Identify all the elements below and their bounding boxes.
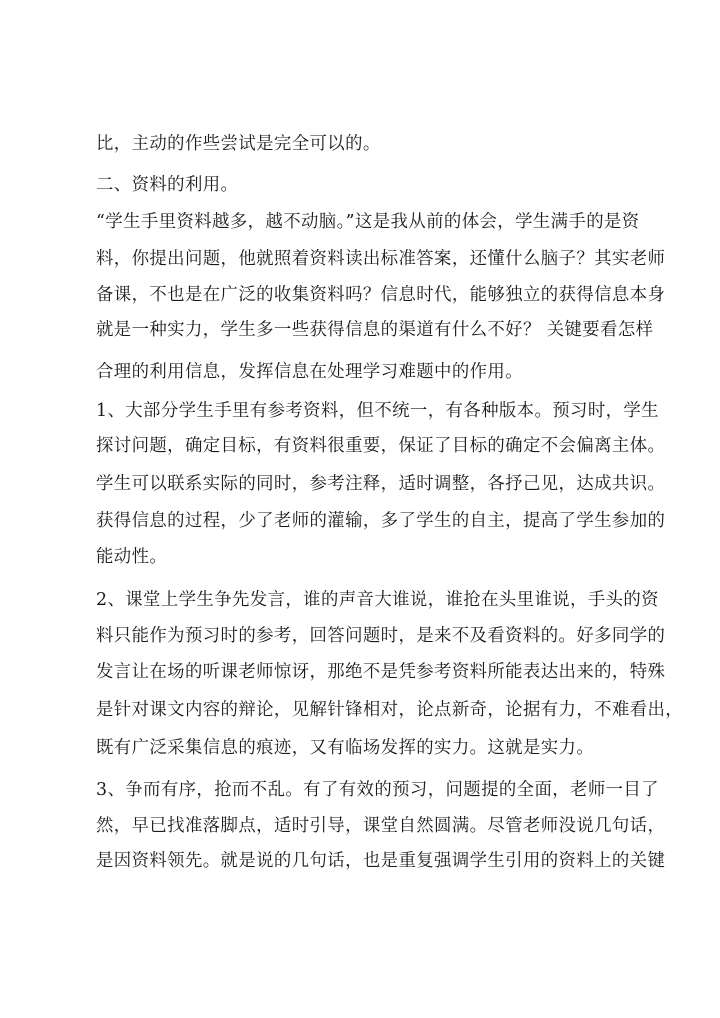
text-line: 是因资料领先。就是说的几句话，也是重复强调学生引用的资料上的关键 [96, 851, 666, 871]
text-line: 是针对课文内容的辩论，见解针锋相对，论点新奇，论据有力，不难看出， [96, 700, 684, 720]
text-line: 就是一种实力，学生多一些获得信息的渠道有什么不好？ 关键要看怎样 [96, 320, 654, 340]
text-line: 合理的利用信息，发挥信息在处理学习难题中的作用。 [96, 362, 523, 382]
text-line: 料只能作为预习时的参考，回答问题时，是来不及看资料的。好多同学的 [96, 626, 666, 646]
text-line: 备课，不也是在广泛的收集资料吗？信息时代，能够独立的获得信息本身 [96, 285, 666, 305]
text-line: 既有广泛采集信息的痕迹，又有临场发挥的实力。这就是实力。 [96, 738, 595, 758]
text-line: “学生手里资料越多，越不动脑。”这是我从前的体会，学生满手的是资 [96, 212, 640, 232]
text-line: 探讨问题，确定目标，有资料很重要，保证了目标的确定不会偏离主体。 [96, 436, 666, 456]
text-line: 然，早已找准落脚点，适时引导，课堂自然圆满。尽管老师没说几句话， [96, 816, 666, 836]
text-line: 发言让在场的听课老师惊讶，那绝不是凭参考资料所能表达出来的，特殊 [96, 662, 666, 682]
text-line: 1、大部分学生手里有参考资料，但不统一，有各种版本。预习时，学生 [96, 401, 659, 421]
text-line: 学生可以联系实际的同时，参考注释，适时调整，各抒己见，达成共识。 [96, 474, 666, 494]
text-line: 比，主动的作些尝试是完全可以的。 [96, 134, 381, 154]
text-line: 料，你提出问题，他就照着资料读出标准答案，还懂什么脑子？其实老师 [96, 249, 666, 269]
section-heading: 二、资料的利用。 [96, 175, 239, 195]
text-line: 获得信息的过程，少了老师的灌输，多了学生的自主，提高了学生参加的 [96, 511, 666, 531]
text-line: 3、争而有序，抢而不乱。有了有效的预习，问题提的全面，老师一目了 [96, 780, 659, 800]
text-line: 能动性。 [96, 547, 168, 567]
text-line: 2、课堂上学生争先发言，谁的声音大谁说，谁抢在头里谁说，手头的资 [96, 590, 659, 610]
